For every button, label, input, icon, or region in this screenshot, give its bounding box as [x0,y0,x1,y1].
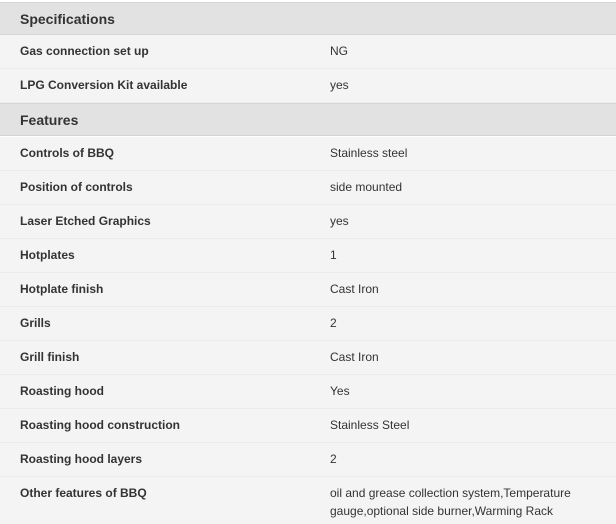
feature-value: 1 [330,248,337,262]
feature-row-laser-etched [0,205,616,239]
feature-label: Roasting hood [20,384,104,398]
feature-label: Grill finish [20,350,80,364]
feature-value: yes [330,214,349,228]
feature-value: 2 [330,452,337,466]
feature-label: Hotplate finish [20,282,104,296]
section-header-features [0,103,616,136]
section-title: Features [20,112,79,128]
feature-label: Laser Etched Graphics [20,214,151,228]
feature-row-roasting-hood [0,375,616,409]
spec-value: NG [330,44,348,58]
feature-value: Cast Iron [330,282,379,296]
feature-value: Yes [330,384,350,398]
feature-row-grill-finish [0,341,616,375]
feature-row-roasting-hood-layers [0,443,616,477]
section-header-specifications [0,2,616,35]
section-title: Specifications [20,11,115,27]
feature-label: Controls of BBQ [20,146,114,160]
spec-label: Gas connection set up [20,44,149,58]
feature-row-grills [0,307,616,341]
feature-label: Position of controls [20,180,133,194]
feature-row-controls [0,137,616,171]
feature-label: Roasting hood layers [20,452,143,466]
feature-label: Other features of BBQ [20,486,147,500]
feature-value: 2 [330,316,337,330]
feature-value: Stainless steel [330,146,408,160]
feature-row-roasting-hood-construction [0,409,616,443]
feature-row-position-of-controls [0,171,616,205]
spec-row-lpg-conversion [0,69,616,103]
feature-value: Cast Iron [330,350,379,364]
feature-value: Stainless Steel [330,418,410,432]
feature-value: oil and grease collection system,Temperature gauge,optional side burner,Warming Rack [330,486,571,518]
feature-row-other-features [0,477,616,524]
feature-label: Roasting hood construction [20,418,180,432]
feature-row-hotplate-finish [0,273,616,307]
feature-label: Grills [20,316,51,330]
feature-label: Hotplates [20,248,75,262]
spec-label: LPG Conversion Kit available [20,78,188,92]
spec-value: yes [330,78,349,92]
feature-row-hotplates [0,239,616,273]
spec-row-gas-connection [0,35,616,69]
feature-value: side mounted [330,180,403,194]
